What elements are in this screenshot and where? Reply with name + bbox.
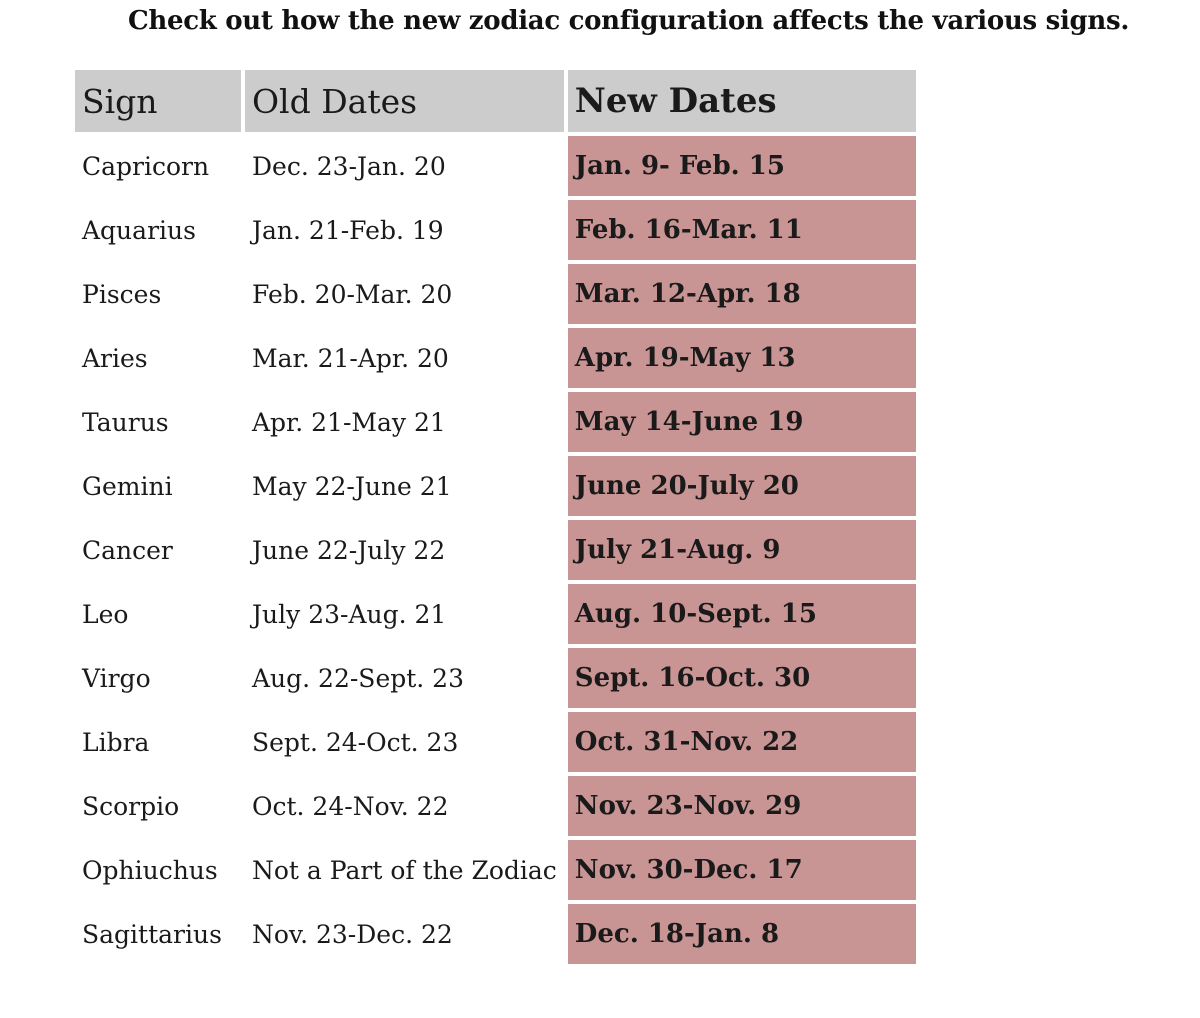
table-row — [75, 584, 916, 644]
old-dates-cell: June 22-July 22 — [252, 535, 446, 565]
sign-cell: Capricorn — [82, 151, 210, 181]
table-row — [75, 392, 916, 452]
header-sign: Sign — [75, 70, 241, 132]
table-row — [75, 328, 916, 388]
sign-cell: Ophiuchus — [82, 855, 218, 885]
new-dates-cell: Oct. 31-Nov. 22 — [568, 712, 916, 772]
table-row — [75, 264, 916, 324]
old-dates-cell: Apr. 21-May 21 — [252, 407, 446, 437]
zodiac-dates-table — [71, 66, 920, 968]
old-dates-cell: May 22-June 21 — [252, 471, 452, 501]
old-dates-cell: Jan. 21-Feb. 19 — [252, 215, 444, 245]
sign-cell: Gemini — [82, 471, 173, 501]
old-dates-cell: Nov. 23-Dec. 22 — [252, 919, 453, 949]
new-dates-cell: July 21-Aug. 9 — [568, 520, 916, 580]
table-row — [75, 520, 916, 580]
new-dates-cell: Nov. 23-Nov. 29 — [568, 776, 916, 836]
new-dates-cell: June 20-July 20 — [568, 456, 916, 516]
new-dates-cell: Dec. 18-Jan. 8 — [568, 904, 916, 964]
table-row — [75, 136, 916, 196]
intro-heading: Check out how the new zodiac configuration affects the various signs. — [128, 6, 1130, 36]
sign-cell: Virgo — [82, 663, 151, 693]
table-row — [75, 712, 916, 772]
sign-cell: Leo — [82, 599, 129, 629]
table-header-row — [75, 70, 916, 132]
sign-cell: Sagittarius — [82, 919, 222, 949]
header-old-dates: Old Dates — [245, 70, 564, 132]
table-row — [75, 776, 916, 836]
old-dates-cell: Not a Part of the Zodiac — [252, 855, 557, 885]
new-dates-cell: Aug. 10-Sept. 15 — [568, 584, 916, 644]
old-dates-cell: Oct. 24-Nov. 22 — [252, 791, 449, 821]
table-row — [75, 648, 916, 708]
old-dates-cell: July 23-Aug. 21 — [252, 599, 447, 629]
old-dates-cell: Aug. 22-Sept. 23 — [252, 663, 464, 693]
new-dates-cell: Nov. 30-Dec. 17 — [568, 840, 916, 900]
new-dates-cell: Jan. 9- Feb. 15 — [568, 136, 916, 196]
old-dates-cell: Feb. 20-Mar. 20 — [252, 279, 453, 309]
sign-cell: Taurus — [82, 407, 169, 437]
sign-cell: Aries — [82, 343, 148, 373]
sign-cell: Pisces — [82, 279, 162, 309]
new-dates-cell: May 14-June 19 — [568, 392, 916, 452]
sign-cell: Libra — [82, 727, 150, 757]
sign-cell: Aquarius — [82, 215, 196, 245]
new-dates-cell: Mar. 12-Apr. 18 — [568, 264, 916, 324]
sign-cell: Scorpio — [82, 791, 180, 821]
header-new-dates: New Dates — [568, 70, 916, 132]
table-row — [75, 200, 916, 260]
table-row — [75, 840, 916, 900]
table-row — [75, 456, 916, 516]
new-dates-cell: Feb. 16-Mar. 11 — [568, 200, 916, 260]
new-dates-cell: Apr. 19-May 13 — [568, 328, 916, 388]
sign-cell: Cancer — [82, 535, 173, 565]
table-row — [75, 904, 916, 964]
old-dates-cell: Dec. 23-Jan. 20 — [252, 151, 446, 181]
old-dates-cell: Sept. 24-Oct. 23 — [252, 727, 459, 757]
new-dates-cell: Sept. 16-Oct. 30 — [568, 648, 916, 708]
old-dates-cell: Mar. 21-Apr. 20 — [252, 343, 449, 373]
